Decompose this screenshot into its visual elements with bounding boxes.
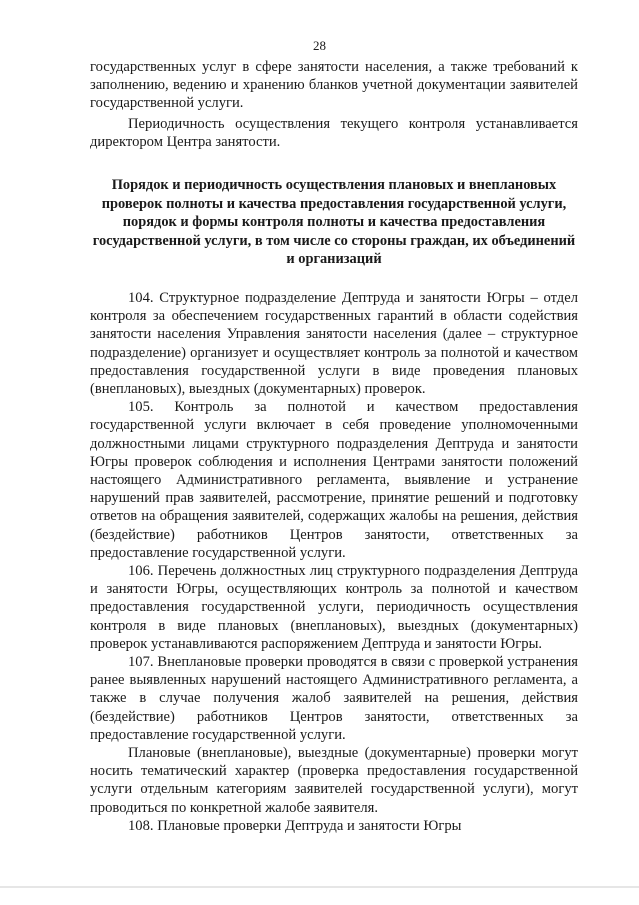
paragraph-107: 107. Внеплановые проверки проводятся в связи с проверкой устранения ранее выявленных нарушений настоящего Административного регламента, а также в случае получения жалоб заявителей на решения, действия (бездействие) работников Центров занятости, ответственных за предоставление государственной услуги. (90, 654, 578, 743)
scan-edge (0, 886, 639, 888)
paragraph-104: 104. Структурное подразделение Дептруда и занятости Югры – отдел контроля за обеспечением государственных гарантий в области содействия занятости населения Управления занятости населения (далее – структурное подразделение) организует и осуществляет контроль за полнотой и качеством предоставления государственной услуги в виде проведения плановых (внеплановых), выездных (документарных) проверок. (90, 289, 578, 397)
page-number: 28 (313, 38, 326, 53)
section-heading: Порядок и периодичность осуществления плановых и внеплановых проверок полноты и качества предоставления государственной услуги, порядок и формы контроля полноты и качества предоставления государственной услуги, в том числе со стороны граждан, их объединений и организаций (92, 177, 576, 268)
paragraph-108: 108. Плановые проверки Дептруда и занятости Югры (128, 817, 462, 834)
paragraph-106: 106. Перечень должностных лиц структурного подразделения Дептруда и занятости Югры, осуществляющих контроль за полнотой и качеством предоставления государственной услуги, периодичность осуществления контроля в виде плановых (внеплановых), выездных (документарных) проверок устанавливаются распоряжением Дептруда и занятости Югры. (90, 563, 578, 652)
paragraph-105: 105. Контроль за полнотой и качеством предоставления государственной услуги включает в себя проведение уполномоченными должностными лицами структурного подразделения Дептруда и занятости Югры проверок соблюдения и исполнения Центрами занятости положений настоящего Административного регламента, выявление и устранение нарушений прав заявителей, рассмотрение, принятие решений и подготовку ответов на обращения заявителей, содержащих жалобы на решения, действия (бездействие) работников Центров занятости, ответственных за предоставление государственной услуги. (90, 399, 578, 561)
document-body (90, 58, 578, 835)
paragraph-107-continued: Плановые (внеплановые), выездные (документарные) проверки могут носить тематический характер (проверка предоставления государственной услуги отдельным категориям заявителей государственной услуги), могут проводиться по конкретной жалобе заявителя. (90, 745, 578, 816)
paragraph-control-periodicity: Периодичность осуществления текущего контроля устанавливается директором Центра занятости. (90, 115, 578, 150)
paragraph-continuation: государственных услуг в сфере занятости населения, а также требований к заполнению, ведению и хранению бланков учетной документации заявителей государственной услуги. (90, 59, 578, 112)
